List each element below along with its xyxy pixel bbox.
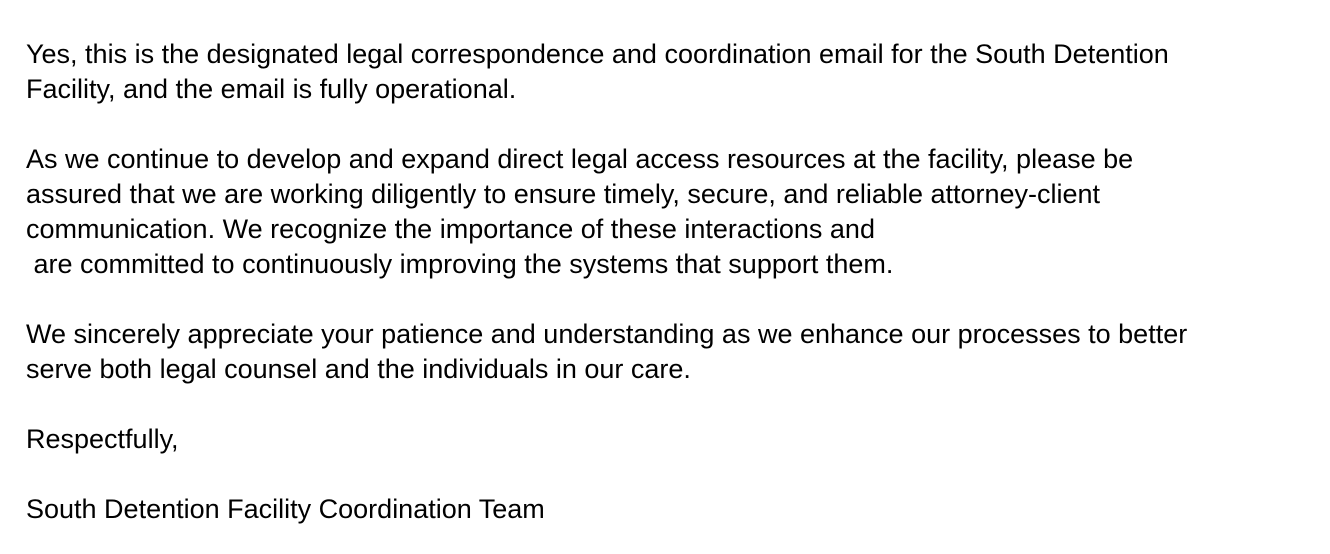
- paragraph-line: As we continue to develop and expand direct legal access resources at the facility, please be: [26, 144, 1134, 174]
- paragraph-spacer: [26, 107, 1316, 142]
- paragraph-line: assured that we are working diligently to ensure timely, secure, and reliable attorney-client: [26, 179, 1101, 209]
- paragraph-confirmation: [26, 37, 1316, 107]
- paragraph-spacer: [26, 387, 1316, 422]
- paragraph-spacer: [26, 457, 1316, 492]
- paragraph-appreciation: [26, 317, 1316, 387]
- paragraph-line: serve both legal counsel and the individuals in our care.: [26, 354, 691, 384]
- paragraph-spacer: [26, 282, 1316, 317]
- email-body: [26, 37, 1316, 527]
- paragraph-line: Facility, and the email is fully operational.: [26, 74, 517, 104]
- paragraph-line: Yes, this is the designated legal correspondence and coordination email for the South Detention: [26, 39, 1169, 69]
- paragraph-legal-access: [26, 142, 1316, 282]
- paragraph-line: We sincerely appreciate your patience and understanding as we enhance our processes to better: [26, 319, 1188, 349]
- paragraph-line: communication. We recognize the importance of these interactions and: [26, 214, 875, 244]
- paragraph-line: are committed to continuously improving the systems that support them.: [26, 249, 894, 279]
- closing-line: Respectfully,: [26, 424, 179, 454]
- signature-line: South Detention Facility Coordination Team: [26, 494, 545, 524]
